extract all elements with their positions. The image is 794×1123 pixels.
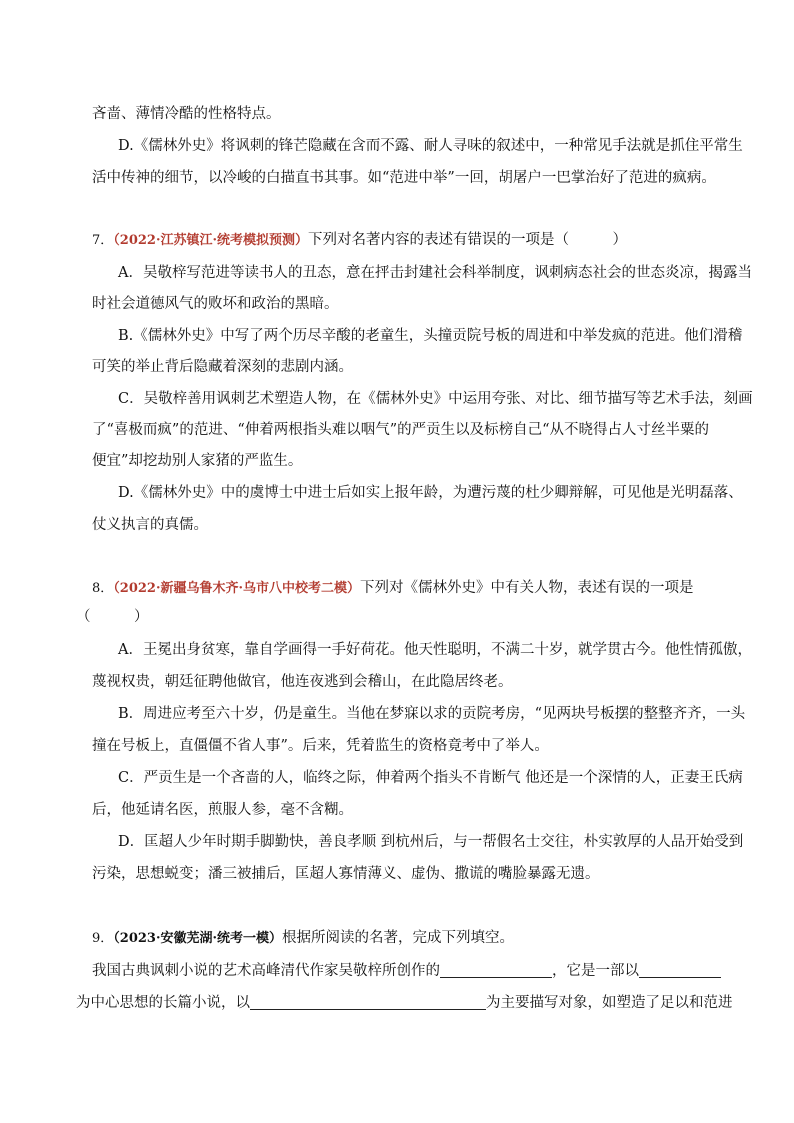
- q7-option-b-line-1: B.《儒林外史》中写了两个历尽辛酸的老童生，头撞贡院号板的周进和中举发疯的范进。他们滑稽: [118, 328, 743, 344]
- q7-option-a-line-1: A．吴敬梓写范进等读书人的丑态，意在抨击封建社会科举制度，讽刺病态社会的世态炎凉，揭露当: [118, 265, 752, 281]
- q7-option-c-line-3: 便宜”却挖劫别人家猪的严监生。: [92, 453, 303, 469]
- q7-option-b-line-2: 可笑的举止背后隐藏着深刻的悲剧内涵。: [92, 359, 353, 375]
- question-8-header: [92, 578, 694, 599]
- answer-parenthesis: （ ）: [76, 609, 149, 625]
- q8-option-b-line-2: 撞在号板上，直僵僵不省人事”。后来，凭着监生的资格竟考中了举人。: [92, 738, 549, 754]
- fill-in-line-2: [76, 993, 733, 1013]
- question-number: 9．: [92, 931, 114, 946]
- fill-in-text: 我国古典讽刺小说的艺术高峰清代作家吴敬梓所创作的: [92, 963, 440, 979]
- answer-blank-title[interactable]: [440, 961, 552, 978]
- option-d-line-1: D.《儒林外史》将讽刺的锋芒隐藏在含而不露、耐人寻味的叙述中，一种常见手法就是抓住平常生: [118, 138, 743, 154]
- question-stem: 根据所阅读的名著，完成下列填空。: [282, 930, 515, 946]
- q8-option-b-line-1: B．周进应考至六十岁，仍是童生。当他在梦寐以求的贡院考房，“见两块号板摆的整整齐齐，一头: [118, 706, 746, 722]
- question-number: 7．: [92, 233, 114, 248]
- fill-in-text: ，它是一部以: [552, 963, 639, 979]
- q8-option-c-line-2: 后，他延请名医，煎服人参，毫不含糊。: [92, 802, 353, 818]
- q7-option-d-line-2: 仗义执言的真儒。: [92, 517, 208, 533]
- q8-option-a-line-1: A．王冕出身贫寒，靠自学画得一手好荷花。他天性聪明，不满二十岁，就学贯古今。他性情孤傲，: [118, 642, 752, 658]
- q7-option-c-line-2: 了“喜极而疯”的范进、“伸着两根指头难以咽气”的严贡生以及标榜自己“从不晓得占人寸丝半粟的: [92, 422, 710, 438]
- answer-blank-theme[interactable]: [639, 961, 721, 978]
- q7-option-c-line-1: C．吴敬梓善用讽刺艺术塑造人物，在《儒林外史》中运用夸张、对比、细节描写等艺术手法，刻画: [118, 391, 753, 407]
- question-source: （2022·江苏镇江·统考模拟预测）: [113, 233, 309, 248]
- question-source: （2023·安徽芜湖·统考一模）: [113, 931, 283, 946]
- q8-option-a-line-2: 蔑视权贵，朝廷征聘他做官，他连夜逃到会稽山，在此隐居终老。: [92, 674, 513, 690]
- q7-option-d-line-1: D.《儒林外史》中的虞博士中进士后如实上报年龄，为遭污蔑的杜少卿辩解，可见他是光明磊落、: [118, 485, 743, 501]
- fill-in-text: 为主要描写对象，如塑造了足以和范进: [486, 995, 733, 1011]
- fill-in-text: 为中心思想的长篇小说，以: [76, 995, 250, 1011]
- q7-option-a-line-2: 时社会道德风气的败坏和政治的黑暗。: [92, 296, 339, 312]
- fill-in-line-1: [92, 961, 721, 981]
- question-source: （2022·新疆乌鲁木齐·乌市八中校考二模）: [113, 581, 361, 596]
- q8-option-d-line-1: D．匡超人少年时期手脚勤快，善良孝顺 到杭州后，与一帮假名士交往，朴实敦厚的人品开始受到: [118, 834, 744, 850]
- question-stem: 下列对《儒林外史》中有关人物，表述有误的一项是: [360, 580, 694, 596]
- question-7-header: [92, 230, 627, 251]
- question-stem: 下列对名著内容的表述有错误的一项是（ ）: [308, 232, 628, 248]
- option-d-line-2: 活中传神的细节，以冷峻的白描直书其事。如“范进中举”一回，胡屠户一巴掌治好了范进的疯病。: [92, 170, 716, 186]
- answer-blank-subject[interactable]: [250, 993, 486, 1010]
- q8-option-d-line-2: 污染，思想蜕变；潘三被捕后，匡超人寡情薄义、虚伪、撒谎的嘴脸暴露无遗。: [92, 866, 600, 882]
- question-9-header: [92, 928, 514, 949]
- q8-option-c-line-1: C．严贡生是一个吝啬的人，临终之际，伸着两个指头不肯断气 他还是一个深情的人，正妻王氏病: [118, 770, 743, 786]
- question-number: 8．: [92, 581, 114, 596]
- paragraph-line: 吝啬、薄情冷酷的性格特点。: [92, 106, 281, 122]
